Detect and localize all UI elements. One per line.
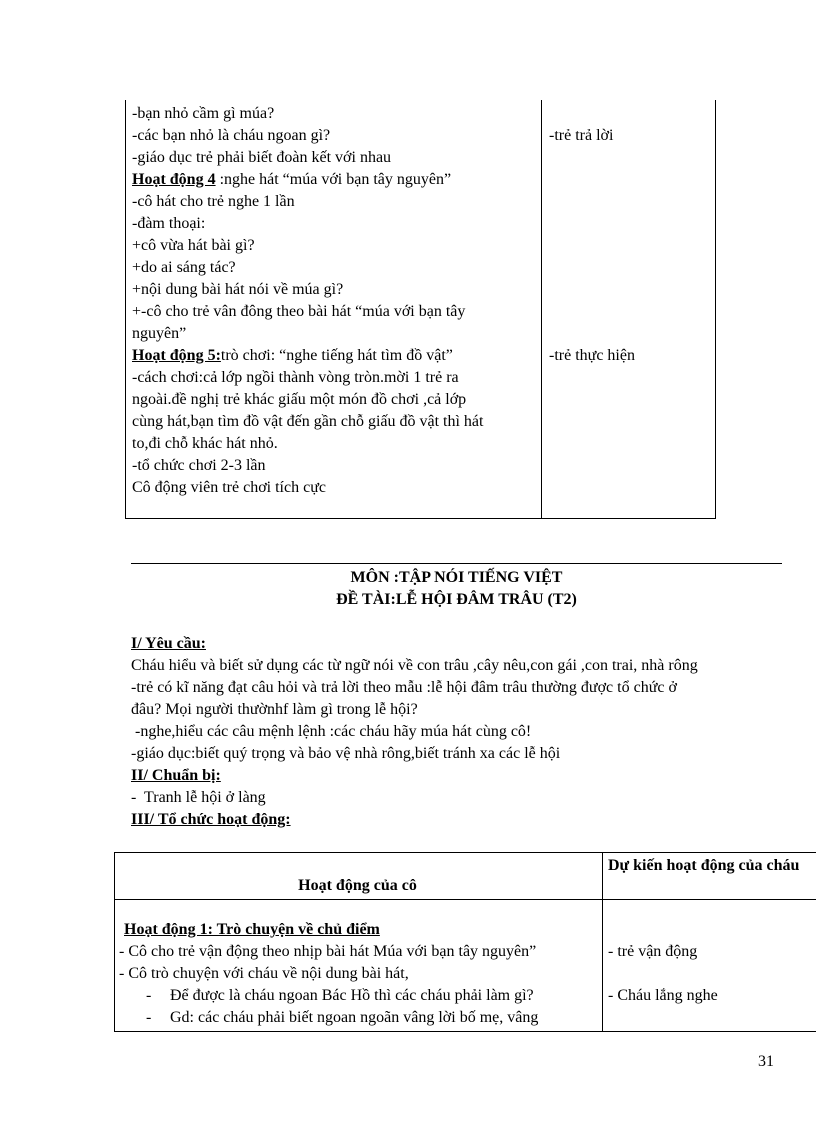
table1-line: nguyên” xyxy=(132,325,187,342)
table1-line: ngoài.đề nghị trẻ khác giấu một món đồ chơi ,cả lớp xyxy=(132,391,467,408)
bullet-item: Gd: các cháu phải biết ngoan ngoãn vâng lời bố mẹ, vâng xyxy=(170,1009,539,1026)
table1-line: -tổ chức chơi 2-3 lần xyxy=(132,457,266,474)
header-child-activity: Dự kiến hoạt động của cháu xyxy=(608,857,800,874)
activity-4-heading xyxy=(132,169,451,191)
column-divider xyxy=(541,100,542,518)
header-teacher-activity: Hoạt động của cô xyxy=(298,877,417,894)
column-divider xyxy=(602,853,603,1031)
table1-line: Cô động viên trẻ chơi tích cực xyxy=(132,479,326,496)
table1-line: -giáo dục trẻ phải biết đoàn kết với nhau xyxy=(132,149,392,166)
table1-line: -cô hát cho trẻ nghe 1 lần xyxy=(132,193,295,210)
subject-title: MÔN :TẬP NÓI TIẾNG VIỆT xyxy=(350,569,563,586)
section-rule xyxy=(131,563,782,564)
topic-title: ĐỀ TÀI:LỄ HỘI ĐÂM TRÂU (T2) xyxy=(336,591,577,608)
table1-line: to,đi chỗ khác hát nhỏ. xyxy=(132,435,278,452)
child-answer: -trẻ trả lời xyxy=(549,127,614,144)
child-activity-line: - Cháu lắng nghe xyxy=(608,987,718,1004)
child-activity-line: - trẻ vận động xyxy=(608,943,698,960)
activity-5-text: trò chơi: “nghe tiếng hát tìm đồ vật” xyxy=(220,347,453,364)
table1-line: +do ai sáng tác? xyxy=(132,259,236,276)
preparation-heading: II/ Chuẩn bị: xyxy=(131,767,221,784)
bullet-dash: - xyxy=(146,1009,152,1026)
activity-1-title: Hoạt động 1: Trò chuyện về chủ điểm xyxy=(124,921,380,938)
child-perform: -trẻ thực hiện xyxy=(549,347,635,364)
activity-5-label: Hoạt động 5: xyxy=(132,347,221,364)
table1-line: +nội dung bài hát nói về múa gì? xyxy=(132,281,344,298)
requirement-line: đâu? Mọi người thườnhf làm gì trong lễ hội? xyxy=(131,701,418,718)
table1-line: cùng hát,bạn tìm đồ vật đến gần chỗ giấu đồ vật thì hát xyxy=(132,413,484,430)
activity-5-heading xyxy=(132,345,453,367)
table1-line: -các bạn nhỏ là cháu ngoan gì? xyxy=(132,127,331,144)
requirement-line: -nghe,hiểu các câu mệnh lệnh :các cháu hãy múa hát cùng cô! xyxy=(131,723,532,740)
organization-heading: III/ Tổ chức hoạt động: xyxy=(131,811,291,828)
bullet-item: Để được là cháu ngoan Bác Hồ thì các cháu phải làm gì? xyxy=(170,987,534,1004)
activity-4-text: :nghe hát “múa với bạn tây nguyên” xyxy=(215,171,452,188)
table1-line: +-cô cho trẻ vân đông theo bài hát “múa với bạn tây xyxy=(132,303,466,320)
table1-line: -cách chơi:cả lớp ngồi thành vòng tròn.mời 1 trẻ ra xyxy=(132,369,459,386)
activity-4-label: Hoạt động 4 xyxy=(132,171,216,188)
table2-line: - Cô trò chuyện với cháu về nội dung bài hát, xyxy=(119,965,409,982)
table1-line: -bạn nhỏ cầm gì múa? xyxy=(132,105,275,122)
header-row-border xyxy=(115,899,816,900)
table1-line: -đàm thoại: xyxy=(132,215,206,232)
table2-line: - Cô cho trẻ vận động theo nhịp bài hát Múa với bạn tây nguyên” xyxy=(119,943,537,960)
requirements-heading: I/ Yêu cầu: xyxy=(131,635,206,652)
bullet-dash: - xyxy=(146,987,152,1004)
requirement-line: -trẻ có kĩ năng đạt câu hỏi và trả lời theo mẫu :lễ hội đâm trâu thường được tổ chức ở xyxy=(131,679,677,696)
page-number: 31 xyxy=(758,1053,774,1070)
preparation-item: - Tranh lễ hội ở làng xyxy=(131,789,266,806)
requirement-line: Cháu hiểu và biết sử dụng các từ ngữ nói về con trâu ,cây nêu,con gái ,con trai, nhà rông xyxy=(131,657,698,674)
requirement-line: -giáo dục:biết quý trọng và bảo vệ nhà rông,biết tránh xa các lễ hội xyxy=(131,745,561,762)
table1-line: +cô vừa hát bài gì? xyxy=(132,237,255,254)
